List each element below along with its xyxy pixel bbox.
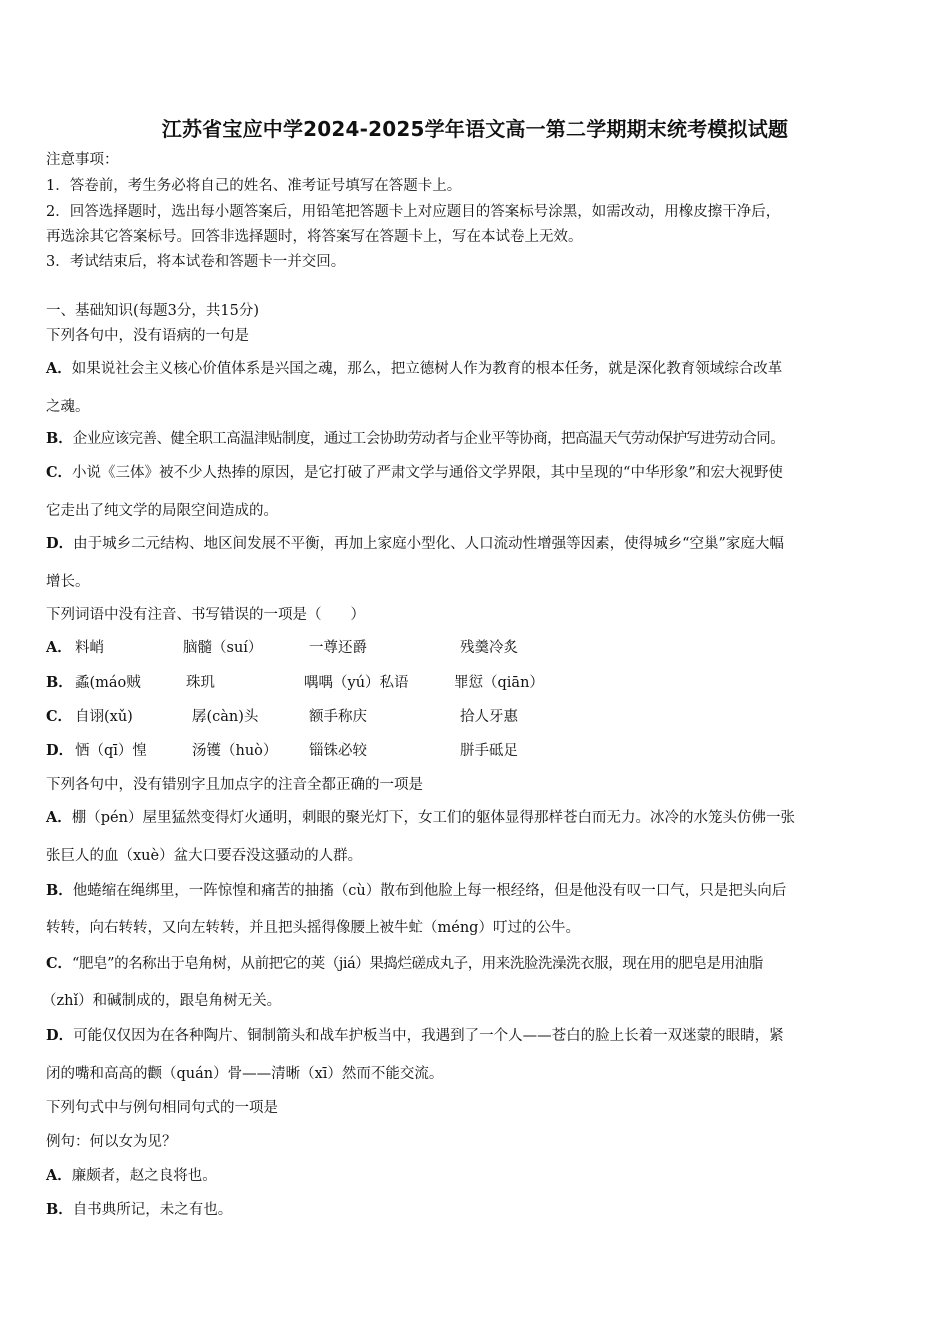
question-1-option-c <box>46 463 783 483</box>
question-3-option-c-cont: （zhǐ）和碱制成的，跟皂角树无关。 <box>42 993 282 1009</box>
word-1: 恓（qī）惶 <box>75 743 147 759</box>
option-label: D． <box>46 742 74 759</box>
option-text: 廉颇者，赵之良将也。 <box>71 1168 217 1184</box>
option-text: 由于城乡二元结构、地区间发展不平衡，再加上家庭小型化、人口流动性增强等因素，使得城乡“空巢”家庭大幅 <box>73 536 784 552</box>
word-1: 自诩(xǔ) <box>75 709 133 725</box>
option-text: 自书典所记，未之有也。 <box>72 1202 233 1218</box>
question-3-option-d <box>46 1026 784 1046</box>
question-3-option-b-cont: 转转，向右转转，又向左转转，并且把头摇得像腰上被牛虻（méng）叮过的公牛。 <box>46 920 580 936</box>
notice-item-2-line-1: 2．回答选择题时，选出每小题答案后，用铅笔把答题卡上对应题目的答案标号涂黑，如需改动，用橡皮擦干净后， <box>46 204 781 220</box>
page-title: 江苏省宝应中学2024-2025学年语文高一第二学期期末统考模拟试题 <box>161 117 789 141</box>
question-1-option-b <box>46 429 784 449</box>
question-3-option-d-cont: 闭的嘴和高高的颧（quán）骨——清晰（xī）然而不能交流。 <box>46 1066 444 1082</box>
option-label: A． <box>46 360 72 377</box>
word-3: 喁喁（yú）私语 <box>304 675 409 691</box>
question-1-option-a <box>46 359 782 379</box>
word-3: 额手称庆 <box>309 709 367 725</box>
option-label: B． <box>46 882 73 899</box>
option-label: C． <box>46 708 73 725</box>
word-3: 锱铢必较 <box>309 743 367 759</box>
question-1-option-d <box>46 534 784 554</box>
question-3-stem: 下列各句中，没有错别字且加点字的注音全都正确的一项是 <box>46 777 423 793</box>
notice-heading: 注意事项： <box>46 152 119 168</box>
question-2-stem: 下列词语中没有注音、书写错误的一项是（ ） <box>46 607 365 623</box>
word-1: 料峭 <box>75 640 104 656</box>
word-2: 孱(càn)头 <box>192 709 259 725</box>
question-4-example: 例句：何以女为见？ <box>46 1134 177 1150</box>
option-text: 棚（pén）屋里猛然变得灯火通明，刺眼的聚光灯下，女工们的躯体显得那样苍白而无力。冰冷的水笼头仿佛一张 <box>71 810 795 826</box>
question-1-stem: 下列各句中，没有语病的一句是 <box>46 328 249 344</box>
question-3-option-a <box>46 808 795 828</box>
word-4: 残羹冷炙 <box>460 640 518 656</box>
word-2: 脑髓（suí） <box>183 640 263 656</box>
notice-item-2-line-2: 再选涂其它答案标号。回答非选择题时，将答案写在答题卡上，写在本试卷上无效。 <box>46 229 583 245</box>
option-label: A． <box>46 809 72 826</box>
option-label: A． <box>46 1167 72 1184</box>
word-2: 珠玑 <box>186 675 215 691</box>
word-4: 胼手砥足 <box>460 743 518 759</box>
option-label: B． <box>46 430 73 447</box>
section-heading: 一、基础知识(每题3分，共15分) <box>46 303 259 319</box>
question-3-option-c <box>46 954 763 974</box>
word-3: 一尊还爵 <box>309 640 367 656</box>
option-label: B． <box>46 674 73 691</box>
option-text: 小说《三体》被不少人热捧的原因，是它打破了严肃文学与通俗文学界限，其中呈现的“中华形象”和宏大视野使 <box>72 465 783 481</box>
question-4-stem: 下列句式中与例句相同句式的一项是 <box>46 1100 278 1116</box>
option-label: C． <box>46 955 73 972</box>
option-label: D． <box>46 535 74 552</box>
word-2: 汤镬（huò） <box>192 743 278 759</box>
option-text: 他蜷缩在绳绑里，一阵惊惶和痛苦的抽搐（cù）散布到他脸上每一根经络，但是他没有叹一口气，只是把头向后 <box>72 883 787 899</box>
question-1-option-c-cont: 它走出了纯文学的局限空间造成的。 <box>46 503 278 519</box>
option-label: B． <box>46 1201 73 1218</box>
option-text: 可能仅仅因为在各种陶片、铜制箭头和战车护板当中，我遇到了一个人——苍白的脸上长着一双迷蒙的眼睛，紧 <box>73 1028 784 1044</box>
option-label: A． <box>46 639 72 656</box>
word-4: 拾人牙惠 <box>460 709 518 725</box>
word-4: 罪愆（qiān） <box>454 675 544 691</box>
option-text: 企业应该完善、健全职工高温津贴制度，通过工会协助劳动者与企业平等协商，把高温天气劳动保护写进劳动合同。 <box>72 431 785 447</box>
option-text: “肥皂”的名称出于皂角树，从前把它的荚（jiá）果捣烂磋成丸子，用来洗脸洗澡洗衣服，现在用的肥皂是用油脂 <box>72 956 763 972</box>
question-1-option-a-cont: 之魂。 <box>46 399 90 415</box>
question-1-option-d-cont: 增长。 <box>46 574 90 590</box>
option-label: C． <box>46 464 73 481</box>
option-label: D． <box>46 1027 74 1044</box>
notice-item-1: 1．答卷前，考生务必将自己的姓名、准考证号填写在答题卡上。 <box>46 178 462 194</box>
question-3-option-b <box>46 881 786 901</box>
option-text: 如果说社会主义核心价值体系是兴国之魂，那么，把立德树人作为教育的根本任务，就是深化教育领域综合改革 <box>71 361 783 377</box>
notice-item-3: 3．考试结束后，将本试卷和答题卡一并交回。 <box>46 254 346 270</box>
question-4-option-b <box>46 1200 232 1220</box>
word-1: 蟊(máo贼 <box>75 675 141 691</box>
question-3-option-a-cont: 张巨人的血（xuè）盆大口要吞没这骚动的人群。 <box>46 848 363 864</box>
question-4-option-a <box>46 1166 217 1186</box>
